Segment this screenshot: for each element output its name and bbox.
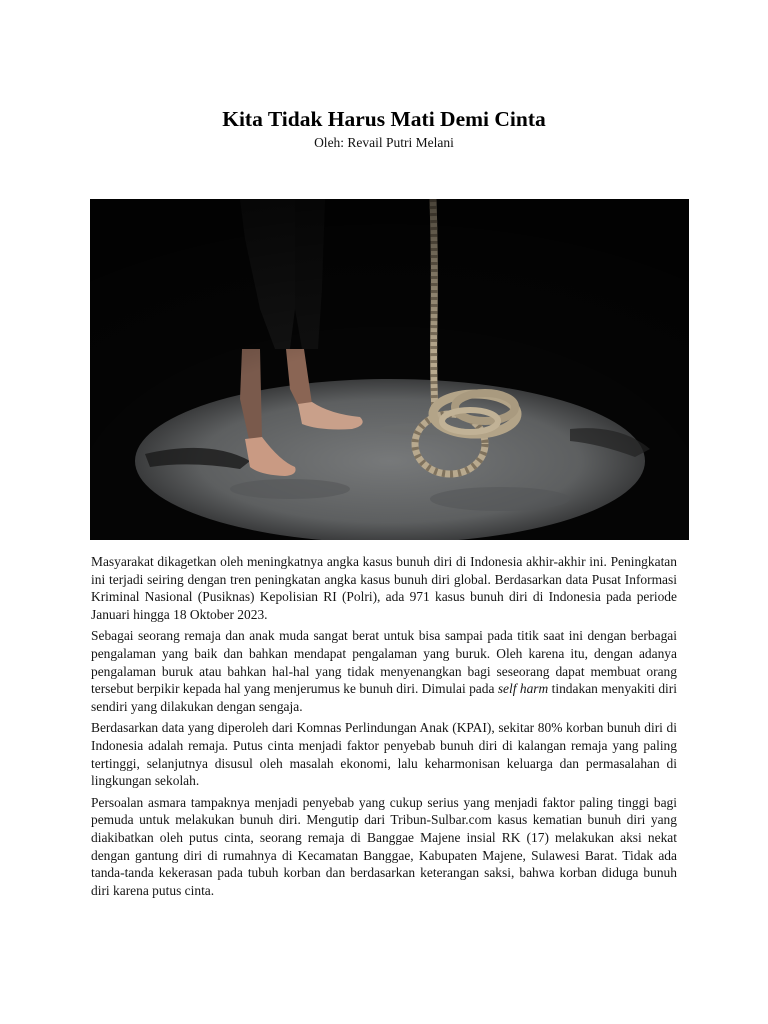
paragraph-3: Berdasarkan data yang diperoleh dari Komnas Perlindungan Anak (KPAI), sekitar 80% korban bunuh diri di Indonesia adalah remaja. Putus cinta menjadi faktor penyebab bunuh diri di kalangan remaja yang paling tertinggi, selanjutnya disusul oleh masalah ekonomi, lalu keharmonisan keluarga dan permasalahan di lingkungan sekolah.	[91, 720, 677, 789]
article-body	[91, 553, 677, 903]
photo-illustration	[90, 199, 689, 540]
paragraph-4: Persoalan asmara tampaknya menjadi penyebab yang cukup serius yang menjadi faktor paling tinggi bagi pemuda untuk melakukan bunuh diri. Mengutip dari Tribun-Sulbar.com kasus kematian bunuh diri yang diakibatkan oleh putus cinta, seorang remaja di Banggae Majene insial RK (17) melakukan aksi nekat dengan gantung diri di rumahnya di Kecamatan Banggae, Kabupaten Majene, Sulawesi Barat. Tidak ada tanda-tanda kekerasan pada tubuh korban dan berdasarkan keterangan saksi, bahwa korban diduga bunuh diri karena putus cinta.	[91, 794, 677, 898]
article-title: Kita Tidak Harus Mati Demi Cinta	[222, 107, 546, 132]
emphasis-self-harm: self harm	[497, 681, 549, 697]
paragraph-2-text: Sebagai seorang remaja dan anak muda sangat berat untuk bisa sampai pada titik saat ini dengan berbagai pengalaman yang baik dan bahkan mendapat pengalaman yang buruk. Oleh karena itu, dengan adanya pengalaman buruk atau bahkan hal-hal yang tidak menyenangkan bagi seseorang dapat membuat orang tersebut berpikir kepada hal yang menjerumus ke bunuh diri. Dimulai pada	[91, 628, 677, 697]
article-byline: Oleh: Revail Putri Melani	[314, 135, 454, 150]
paragraph-2-text-end: tindakan menyakiti diri sendiri yang dilakukan dengan sengaja.	[91, 681, 678, 714]
paragraph-1: Masyarakat dikagetkan oleh meningkatnya angka kasus bunuh diri di Indonesia akhir-akhir ini. Peningkatan ini terjadi seiring dengan tren peningkatan angka kasus bunuh diri global. Berdasarkan data Pusat Informasi Kriminal Nasional (Pusiknas) Kepolisian RI (Polri), ada 971 kasus bunuh diri di Indonesia pada periode Januari hingga 18 Oktober 2023.	[91, 554, 677, 622]
paragraph-2	[91, 627, 677, 715]
article-photo	[90, 199, 689, 540]
